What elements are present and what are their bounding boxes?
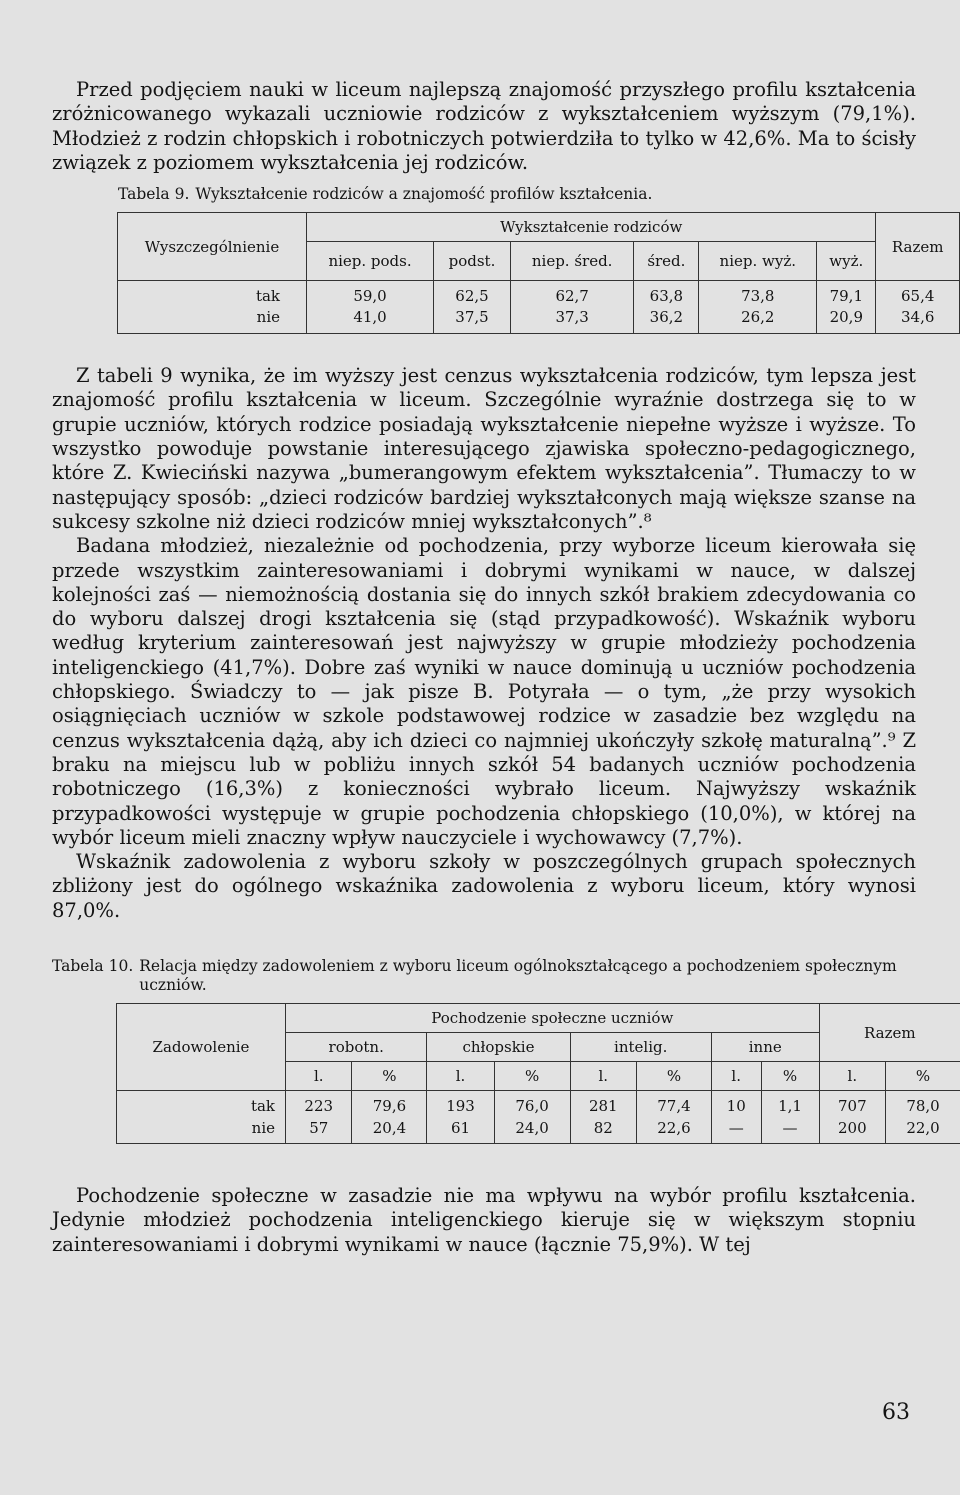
table-cell: 37,3 — [510, 307, 634, 334]
table-cell: 65,4 — [876, 281, 960, 308]
table-cell: 41,0 — [307, 307, 434, 334]
table-row — [117, 1091, 960, 1118]
intro-paragraph: Przed podjęciem nauki w liceum najlepszą znajomość przyszłego profilu kształcenia zróżnicowanego wykazali uczniowie rodziców z wykształceniem wyższym (79,1%). Młodzież z rodzin chłopskich i robotniczych potwierdziła to tylko w 42,6%. Ma to ścisły związek z poziomem wykształcenia jej rodziców. — [52, 78, 916, 174]
sub-header-count: l. — [570, 1062, 636, 1091]
row-label: tak — [118, 281, 307, 308]
table-cell: 76,0 — [494, 1091, 570, 1118]
table-row — [118, 307, 960, 334]
paragraph-2: Z tabeli 9 wynika, że im wyższy jest cenzus wykształcenia rodziców, tym lepsza jest znajomość profilu kształcenia w liceum. Szczególnie wyraźnie dostrzega się to w grupie uczniów, których rodzice posiadają wykształcenie niepełne wyższe i wyższe. To wszystko powoduje powstanie interesującego zjawiska społeczno-pedagogicznego, które Z. Kwieciński nazywa „bumerangowym efektem wykształcenia”. Tłumaczy to w następujący sposób: „dzieci rodziców bardziej wykształconych mają większe szanse na sukcesy szkolne niż dzieci rodziców mniej wykształconych”.⁸ — [52, 364, 916, 533]
paragraph-4: Wskaźnik zadowolenia z wyboru szkoły w poszczególnych grupach społecznych zbliżony jest do ogólnego wskaźnika zadowolenia z wyboru liceum, który wynosi 87,0%. — [52, 850, 916, 922]
table9-title: Wykształcenie rodziców a znajomość profilów kształcenia. — [195, 185, 653, 204]
table-cell: 22,6 — [637, 1117, 712, 1144]
table9-col-header: wyż. — [817, 242, 876, 281]
table10-group: intelig. — [570, 1033, 711, 1062]
table10-group: chłopskie — [427, 1033, 570, 1062]
paragraph-5: Pochodzenie społeczne w zasadzie nie ma wpływu na wybór profilu kształcenia. Jedynie młodzież pochodzenia inteligenckiego kieruje się w większym stopniu zainteresowaniami i dobrymi wynikami w nauce (łącznie 75,9%). W tej — [52, 1184, 916, 1256]
sub-header-percent: % — [352, 1062, 427, 1091]
table-cell: — — [711, 1117, 761, 1144]
table-cell: 223 — [286, 1091, 352, 1118]
table-cell: 36,2 — [634, 307, 699, 334]
table-cell: 34,6 — [876, 307, 960, 334]
table9-col-header: niep. wyż. — [699, 242, 817, 281]
table-cell: 24,0 — [494, 1117, 570, 1144]
table-cell: — — [761, 1117, 819, 1144]
row-label: nie — [118, 307, 307, 334]
table9-col-header: niep. pods. — [307, 242, 434, 281]
table10-row-header: Zadowolenie — [117, 1004, 286, 1091]
table9-row-header: Wyszczególnienie — [118, 213, 307, 281]
table-cell: 73,8 — [699, 281, 817, 308]
sub-header-count: l. — [286, 1062, 352, 1091]
table10-group: robotn. — [286, 1033, 427, 1062]
sub-header-count: l. — [427, 1062, 494, 1091]
table9-col-header: śred. — [634, 242, 699, 281]
table-cell: 200 — [819, 1117, 885, 1144]
sub-header-percent: % — [494, 1062, 570, 1091]
table-row — [117, 1117, 960, 1144]
table-row — [118, 281, 960, 308]
sub-header-percent: % — [886, 1062, 960, 1091]
table9 — [117, 212, 960, 334]
row-label: tak — [117, 1091, 286, 1118]
table-cell: 62,7 — [510, 281, 634, 308]
sub-header-count: l. — [819, 1062, 885, 1091]
table9-label: Tabela 9. — [118, 185, 190, 204]
sub-header-percent: % — [637, 1062, 712, 1091]
table-cell: 37,5 — [434, 307, 511, 334]
table-cell: 22,0 — [886, 1117, 960, 1144]
table-cell: 10 — [711, 1091, 761, 1118]
row-label: nie — [117, 1117, 286, 1144]
table-cell: 26,2 — [699, 307, 817, 334]
table-cell: 20,9 — [817, 307, 876, 334]
table10 — [116, 1003, 960, 1144]
table10-caption — [52, 957, 916, 995]
table-cell: 61 — [427, 1117, 494, 1144]
sub-header-percent: % — [761, 1062, 819, 1091]
page-number: 63 — [882, 1400, 910, 1425]
table10-group-header: Pochodzenie społeczne uczniów — [286, 1004, 820, 1033]
table-cell: 78,0 — [886, 1091, 960, 1118]
table-cell: 193 — [427, 1091, 494, 1118]
table-cell: 63,8 — [634, 281, 699, 308]
sub-header-count: l. — [711, 1062, 761, 1091]
table9-total-header: Razem — [876, 213, 960, 281]
table-cell: 62,5 — [434, 281, 511, 308]
table-cell: 1,1 — [761, 1091, 819, 1118]
table10-title: Relacja między zadowoleniem z wyboru liceum ogólnokształcącego a pochodzeniem społecznym uczniów. — [139, 957, 897, 995]
table-cell: 79,6 — [352, 1091, 427, 1118]
table9-col-header: podst. — [434, 242, 511, 281]
paragraph-3: Badana młodzież, niezależnie od pochodzenia, przy wyborze liceum kierowała się przede wszystkim zainteresowaniami i dobrymi wynikami w nauce, w dalszej kolejności zaś — niemożnością dostania się do innych szkół brakiem zdecydowania co do wyboru dalszej drogi kształcenia się (stąd przypadkowość). Wskaźnik wyboru według kryterium zainteresowań jest najwyższy w grupie młodzieży pochodzenia inteligenckiego (41,7%). Dobre zaś wyniki w nauce dominują u uczniów pochodzenia chłopskiego. Świadczy to — jak pisze B. Potyrała — o tym, „że przy wysokich osiągnięciach uczniów w szkole podstawowej rodzice w zasadzie bez względu na cenzus wykształcenia dążą, aby ich dzieci co najmniej ukończyły szkołę maturalną”.⁹ Z braku na miejscu lub w pobliżu innych szkół 54 badanych uczniów pochodzenia robotniczego (16,3%) z konieczności wybrało liceum. Najwyższy wskaźnik przypadkowości występuje w grupie pochodzenia chłopskiego (10,0%), w której na wybór liceum mieli znaczny wpływ nauczyciele i wychowawcy (7,7%). — [52, 534, 916, 849]
table9-col-header: niep. śred. — [510, 242, 634, 281]
table-cell: 57 — [286, 1117, 352, 1144]
table-cell: 20,4 — [352, 1117, 427, 1144]
table-cell: 79,1 — [817, 281, 876, 308]
table10-group: inne — [711, 1033, 819, 1062]
table-cell: 77,4 — [637, 1091, 712, 1118]
table9-group-header: Wykształcenie rodziców — [307, 213, 876, 242]
table-cell: 281 — [570, 1091, 636, 1118]
table-cell: 59,0 — [307, 281, 434, 308]
table-cell: 82 — [570, 1117, 636, 1144]
table10-total-header: Razem — [819, 1004, 960, 1062]
table9-caption — [118, 185, 916, 204]
table10-label: Tabela 10. — [52, 957, 134, 976]
table-cell: 707 — [819, 1091, 885, 1118]
